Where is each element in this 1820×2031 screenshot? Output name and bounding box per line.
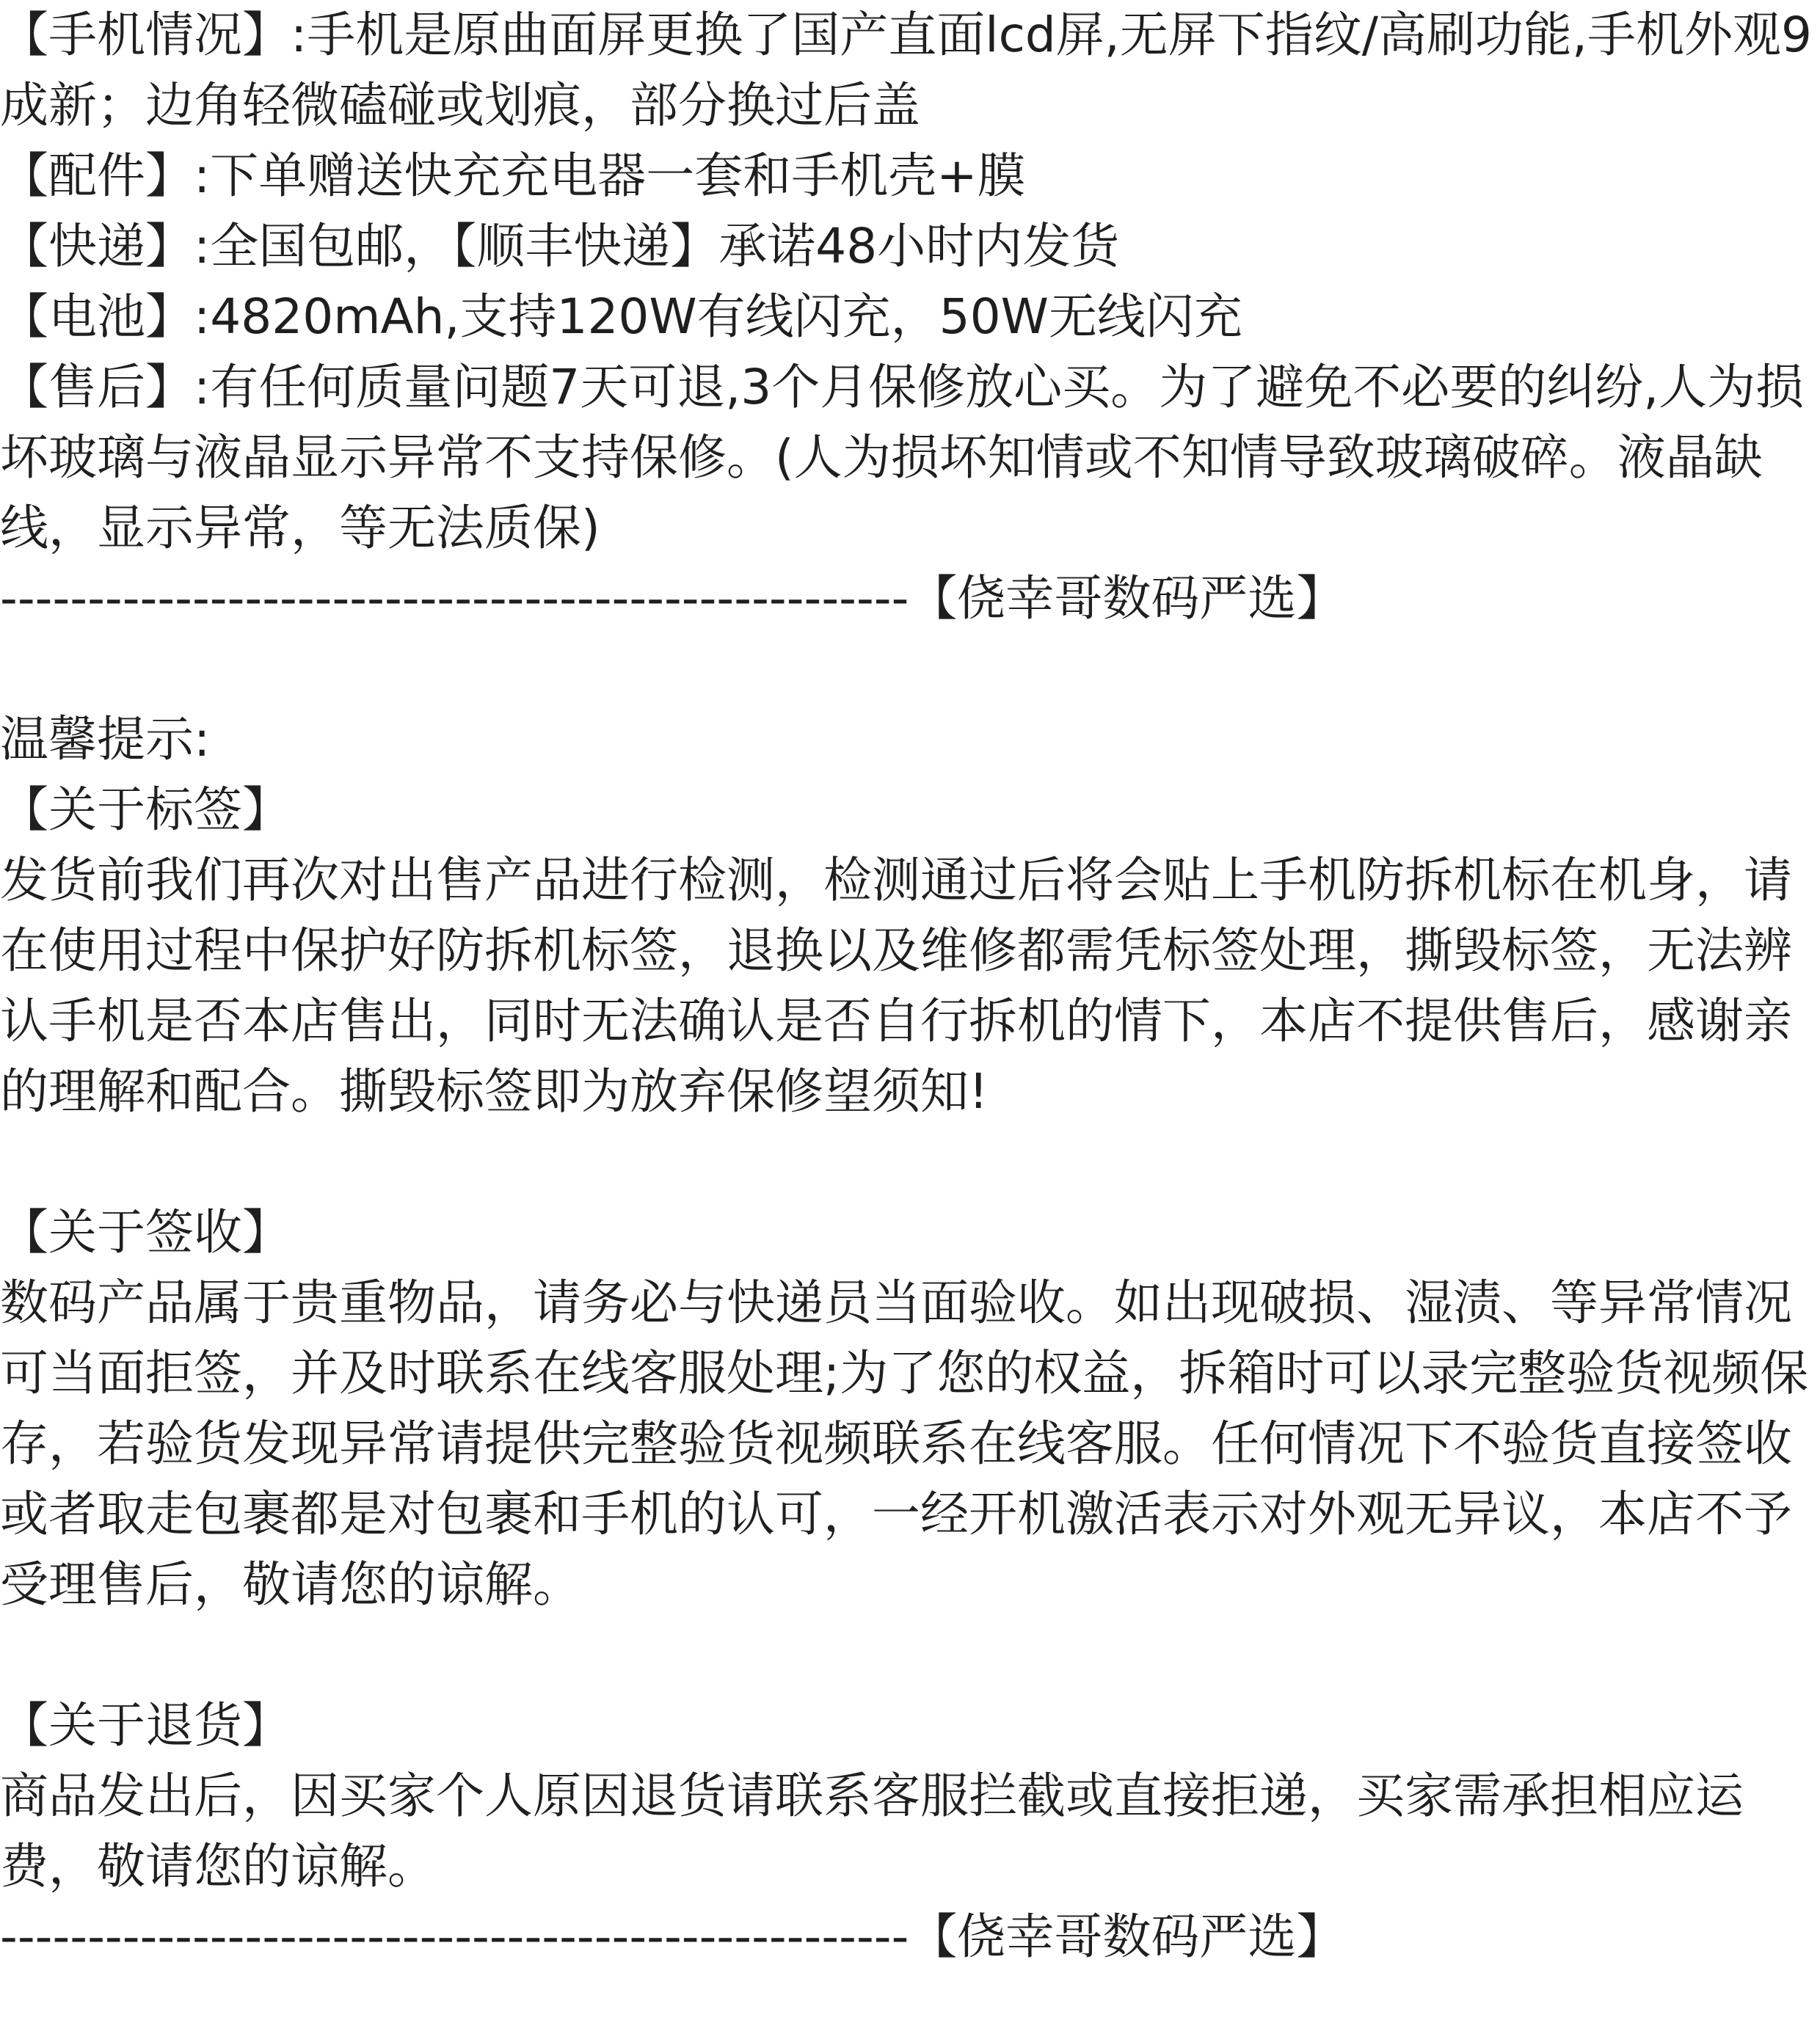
signing-section-body: 数码产品属于贵重物品，请务必与快递员当面验收。如出现破损、湿渍、等异常情况可当面拒签，并及时联系在线客服处理;为了您的权益，拆箱时可以录完整验货视频保存，若验货发现异常请提供完整验货视频联系在线客服。任何情况下不验货直接签收或者取走包裹都是对包裹和手机的认可，一经开机激活表示对外观无异议，本店不予受理售后，敬请您的谅解。 [0,1275,1809,1613]
signing-section-title: 【关于签收】 [0,1204,291,1261]
spacer [0,634,1813,704]
label-section-body: 发货前我们再次对出售产品进行检测，检测通过后将会贴上手机防拆机标在机身，请在使用过程中保护好防拆机标签，退换以及维修都需凭标签处理，撕毁标签，无法辨认手机是否本店售出，同时无法确认是否自行拆机的情下，本店不提供售后，感谢亲的理解和配合。撕毁标签即为放弃保修望须知! [0,852,1792,1120]
shipping-text: 【快递】:全国包邮，【顺丰快递】承诺48小时内发货 [0,218,1120,274]
return-section-body: 商品发出后，因买家个人原因退货请联系客服拦截或直接拒递，买家需承担相应运费，敬请您的谅解。 [0,1768,1744,1895]
label-section-title: 【关于标签】 [0,781,291,838]
return-section-title: 【关于退货】 [0,1697,291,1754]
spacer [0,1127,1813,1197]
phone-condition-text: 【手机情况】:手机是原曲面屏更换了国产直面lcd屏,无屏下指纹/高刷功能,手机外观9成新；边角轻微磕碰或划痕，部分换过后盖 [0,7,1812,134]
tips-heading: 温馨提示: [0,711,211,767]
store-signature-bottom: ----------------------------------------------------【侥幸哥数码严选】 [0,1908,1345,1965]
after-sales-text: 【售后】:有任何质量问题7天可退,3个月保修放心买。为了避免不必要的纠纷,人为损坏玻璃与液晶显示异常不支持保修。(人为损坏知情或不知情导致玻璃破碎。液晶缺线，显示异常，等无法质保) [0,359,1805,556]
battery-text: 【电池】:4820mAh,支持120W有线闪充，50W无线闪充 [0,288,1242,345]
spacer [0,1620,1813,1691]
accessories-text: 【配件】:下单赠送快充充电器一套和手机壳+膜 [0,147,1026,204]
store-signature-top: ----------------------------------------------------【侥幸哥数码严选】 [0,570,1345,627]
